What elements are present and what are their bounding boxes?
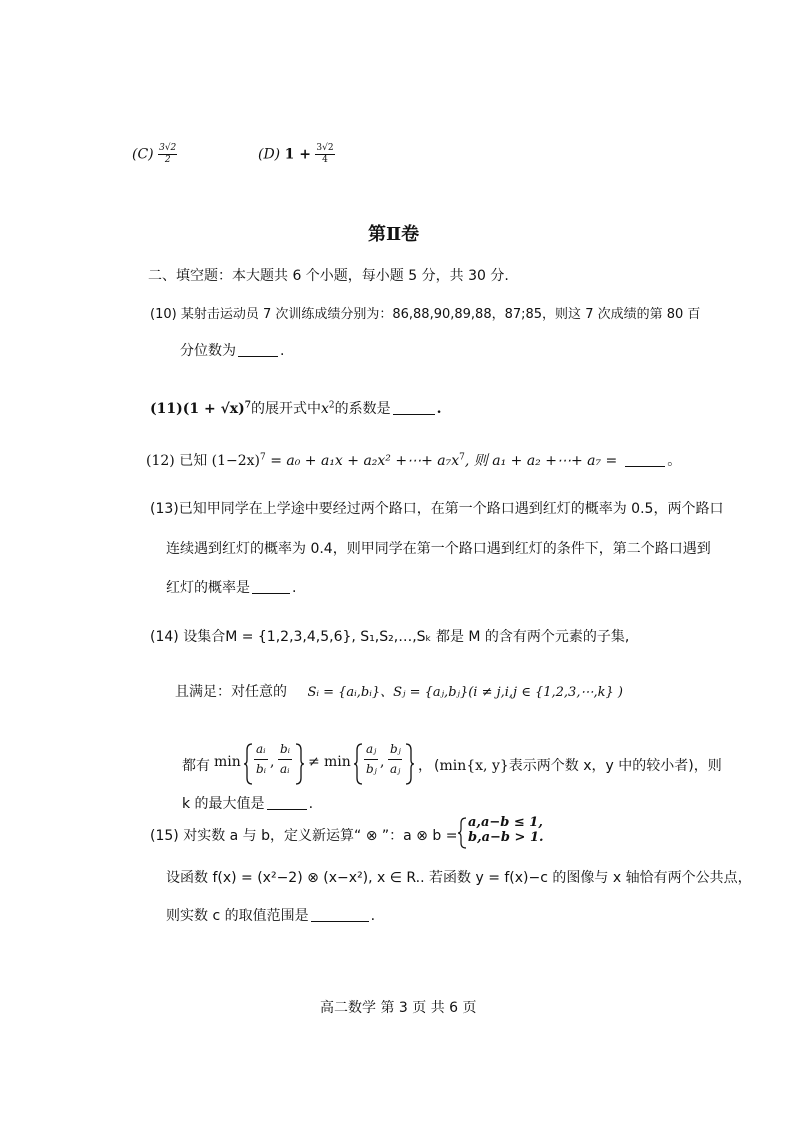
q12-expression: = a₀ + a₁x + a₂x² +⋯+ a₇x (265, 453, 460, 469)
q15-answer-blank[interactable] (311, 920, 369, 922)
q11-answer-blank[interactable] (393, 413, 435, 415)
q11-prefix: (11)(1 + √x) (150, 401, 245, 417)
q15-line3-prefix: 则实数 c 的取值范围是 (166, 908, 309, 924)
q14-line3 (182, 736, 722, 792)
q14-left-brace-close (294, 742, 304, 786)
q12-prefix: (12) 已知 (1−2x) (146, 453, 261, 469)
q14-min-left: min (214, 754, 241, 770)
q10-line2 (180, 340, 284, 360)
option-d-label: (D) (258, 146, 281, 163)
option-c-denominator: 2 (164, 155, 171, 165)
q12 (146, 450, 681, 470)
q15-line3 (166, 905, 375, 925)
q14-right-brace-close (404, 742, 414, 786)
q14-line4 (182, 793, 313, 813)
q14-frac1-bar (254, 759, 268, 760)
q11-term-power: 2 (328, 400, 335, 411)
q10-line1: (10) 某射击运动员 7 次训练成绩分别为：86,88,90,89,88，87;85，则这 7 次成绩的第 80 百 (150, 307, 701, 322)
option-d-lead: 1 + (284, 146, 311, 163)
q10-answer-blank[interactable] (238, 355, 278, 357)
q14-frac3-den: bⱼ (366, 762, 377, 776)
q10-line2-suffix: . (280, 343, 285, 359)
option-c-numerator: 3√2 (159, 143, 177, 153)
q14-frac4-num: bⱼ (390, 742, 401, 756)
q11 (150, 398, 442, 418)
q11-term: x (321, 401, 329, 417)
q14-line4-prefix: k 的最大值是 (182, 796, 265, 812)
q14-line3-suffix-a: ， (418, 758, 432, 774)
q12-end: 。 (667, 453, 682, 469)
q14-frac2-num: bᵢ (280, 742, 291, 756)
q15-case1: a,a−b ≤ 1, (468, 815, 543, 830)
q11-mid: 的展开式中 (251, 401, 322, 417)
q10-line2-prefix: 分位数为 (180, 343, 236, 359)
q13-line3-prefix: 红灯的概率是 (166, 580, 250, 596)
option-c (132, 143, 177, 166)
q14-frac1-den: bᵢ (256, 762, 267, 776)
q14-frac2-bar (278, 759, 292, 760)
q14-comma1: , (270, 754, 275, 770)
q12-mid: , 则 a₁ + a₂ +⋯+ a₇ = (464, 453, 618, 469)
q14-frac4-den: aⱼ (390, 762, 401, 776)
q13-line1: (13)已知甲同学在上学途中要经过两个路口，在第一个路口遇到红灯的概率为 0.5，两个路口 (150, 501, 724, 517)
q14-comma2: , (380, 754, 385, 770)
q15-cases (468, 815, 544, 845)
q12-expression-power: 7 (459, 452, 465, 463)
q14-frac1-num: aᵢ (256, 742, 266, 756)
q11-end: . (436, 401, 442, 417)
page-footer: 高二数学 第 3 页 共 6 页 (320, 1000, 477, 1016)
option-d-numerator: 3√2 (316, 143, 334, 153)
option-d-denominator: 4 (322, 155, 328, 165)
section-title: 第Ⅱ卷 (368, 224, 420, 245)
option-d (258, 143, 335, 166)
q14-min-inline: min (439, 758, 467, 774)
q14-line2 (175, 681, 623, 701)
q13-line3-suffix: . (292, 580, 297, 596)
q14-answer-blank[interactable] (267, 808, 307, 810)
option-c-label: (C) (132, 146, 154, 163)
q14-right-brace-open (354, 742, 364, 786)
q15-line3-suffix: . (370, 908, 376, 924)
option-c-fraction (158, 143, 177, 166)
q14-frac4-bar (388, 759, 402, 760)
q14-frac3-bar (364, 759, 378, 760)
q15-line1 (150, 825, 457, 845)
q14-frac3-num: aⱼ (366, 742, 377, 756)
q14-line1: (14) 设集合M = {1,2,3,4,5,6}, S₁,S₂,…,Sₖ 都是 M 的含有两个元素的子集, (150, 629, 630, 645)
q13-line2: 连续遇到红灯的概率为 0.4，则甲同学在第一个路口遇到红灯的条件下，第二个路口遇到 (166, 541, 711, 557)
q14-line2-prefix: 且满足：对任意的 (175, 684, 287, 700)
q15-case-brace (458, 817, 468, 849)
q14-line2-math: Sᵢ = {aᵢ,bᵢ}、Sⱼ = {aⱼ,bⱼ}(i ≠ j,i,j ∈ {1,2,3,⋯,k} ) (307, 685, 623, 700)
q14-line3-suffix-b: 表示两个数 x，y 中的较小者)，则 (508, 758, 722, 774)
q12-power: 7 (260, 452, 266, 463)
q14-left-brace-open (244, 742, 254, 786)
q12-answer-blank[interactable] (625, 465, 665, 467)
q11-suffix: 的系数是 (334, 401, 391, 417)
q13-line3 (166, 577, 296, 597)
q14-neq: ≠ (308, 754, 320, 770)
q15-line1-prefix: (15) 对实数 a 与 b，定义新运算“ ⊗ ”：a ⊗ b = (150, 828, 458, 844)
option-d-fraction (315, 143, 334, 166)
q14-line3-min-group: (min{x, y}表示两个数 x，y 中的较小者)，则 (434, 758, 722, 774)
section-instruction: 二、填空题：本大题共 6 个小题，每小题 5 分，共 30 分. (148, 268, 509, 284)
q15-case2: b,a−b > 1. (468, 830, 544, 845)
q15-line2: 设函数 f(x) = (x²−2) ⊗ (x−x²), x ∈ R.. 若函数 y = f(x)−c 的图像与 x 轴恰有两个公共点， (166, 870, 752, 886)
q14-line3-prefix: 都有 (182, 758, 210, 774)
q14-min-xy: {x, y} (466, 758, 509, 774)
q14-line4-suffix: . (308, 796, 314, 812)
q11-power: 7 (244, 400, 252, 411)
q14-frac2-den: aᵢ (280, 762, 290, 776)
q13-answer-blank[interactable] (252, 592, 290, 594)
q14-min-right: min (324, 754, 351, 770)
